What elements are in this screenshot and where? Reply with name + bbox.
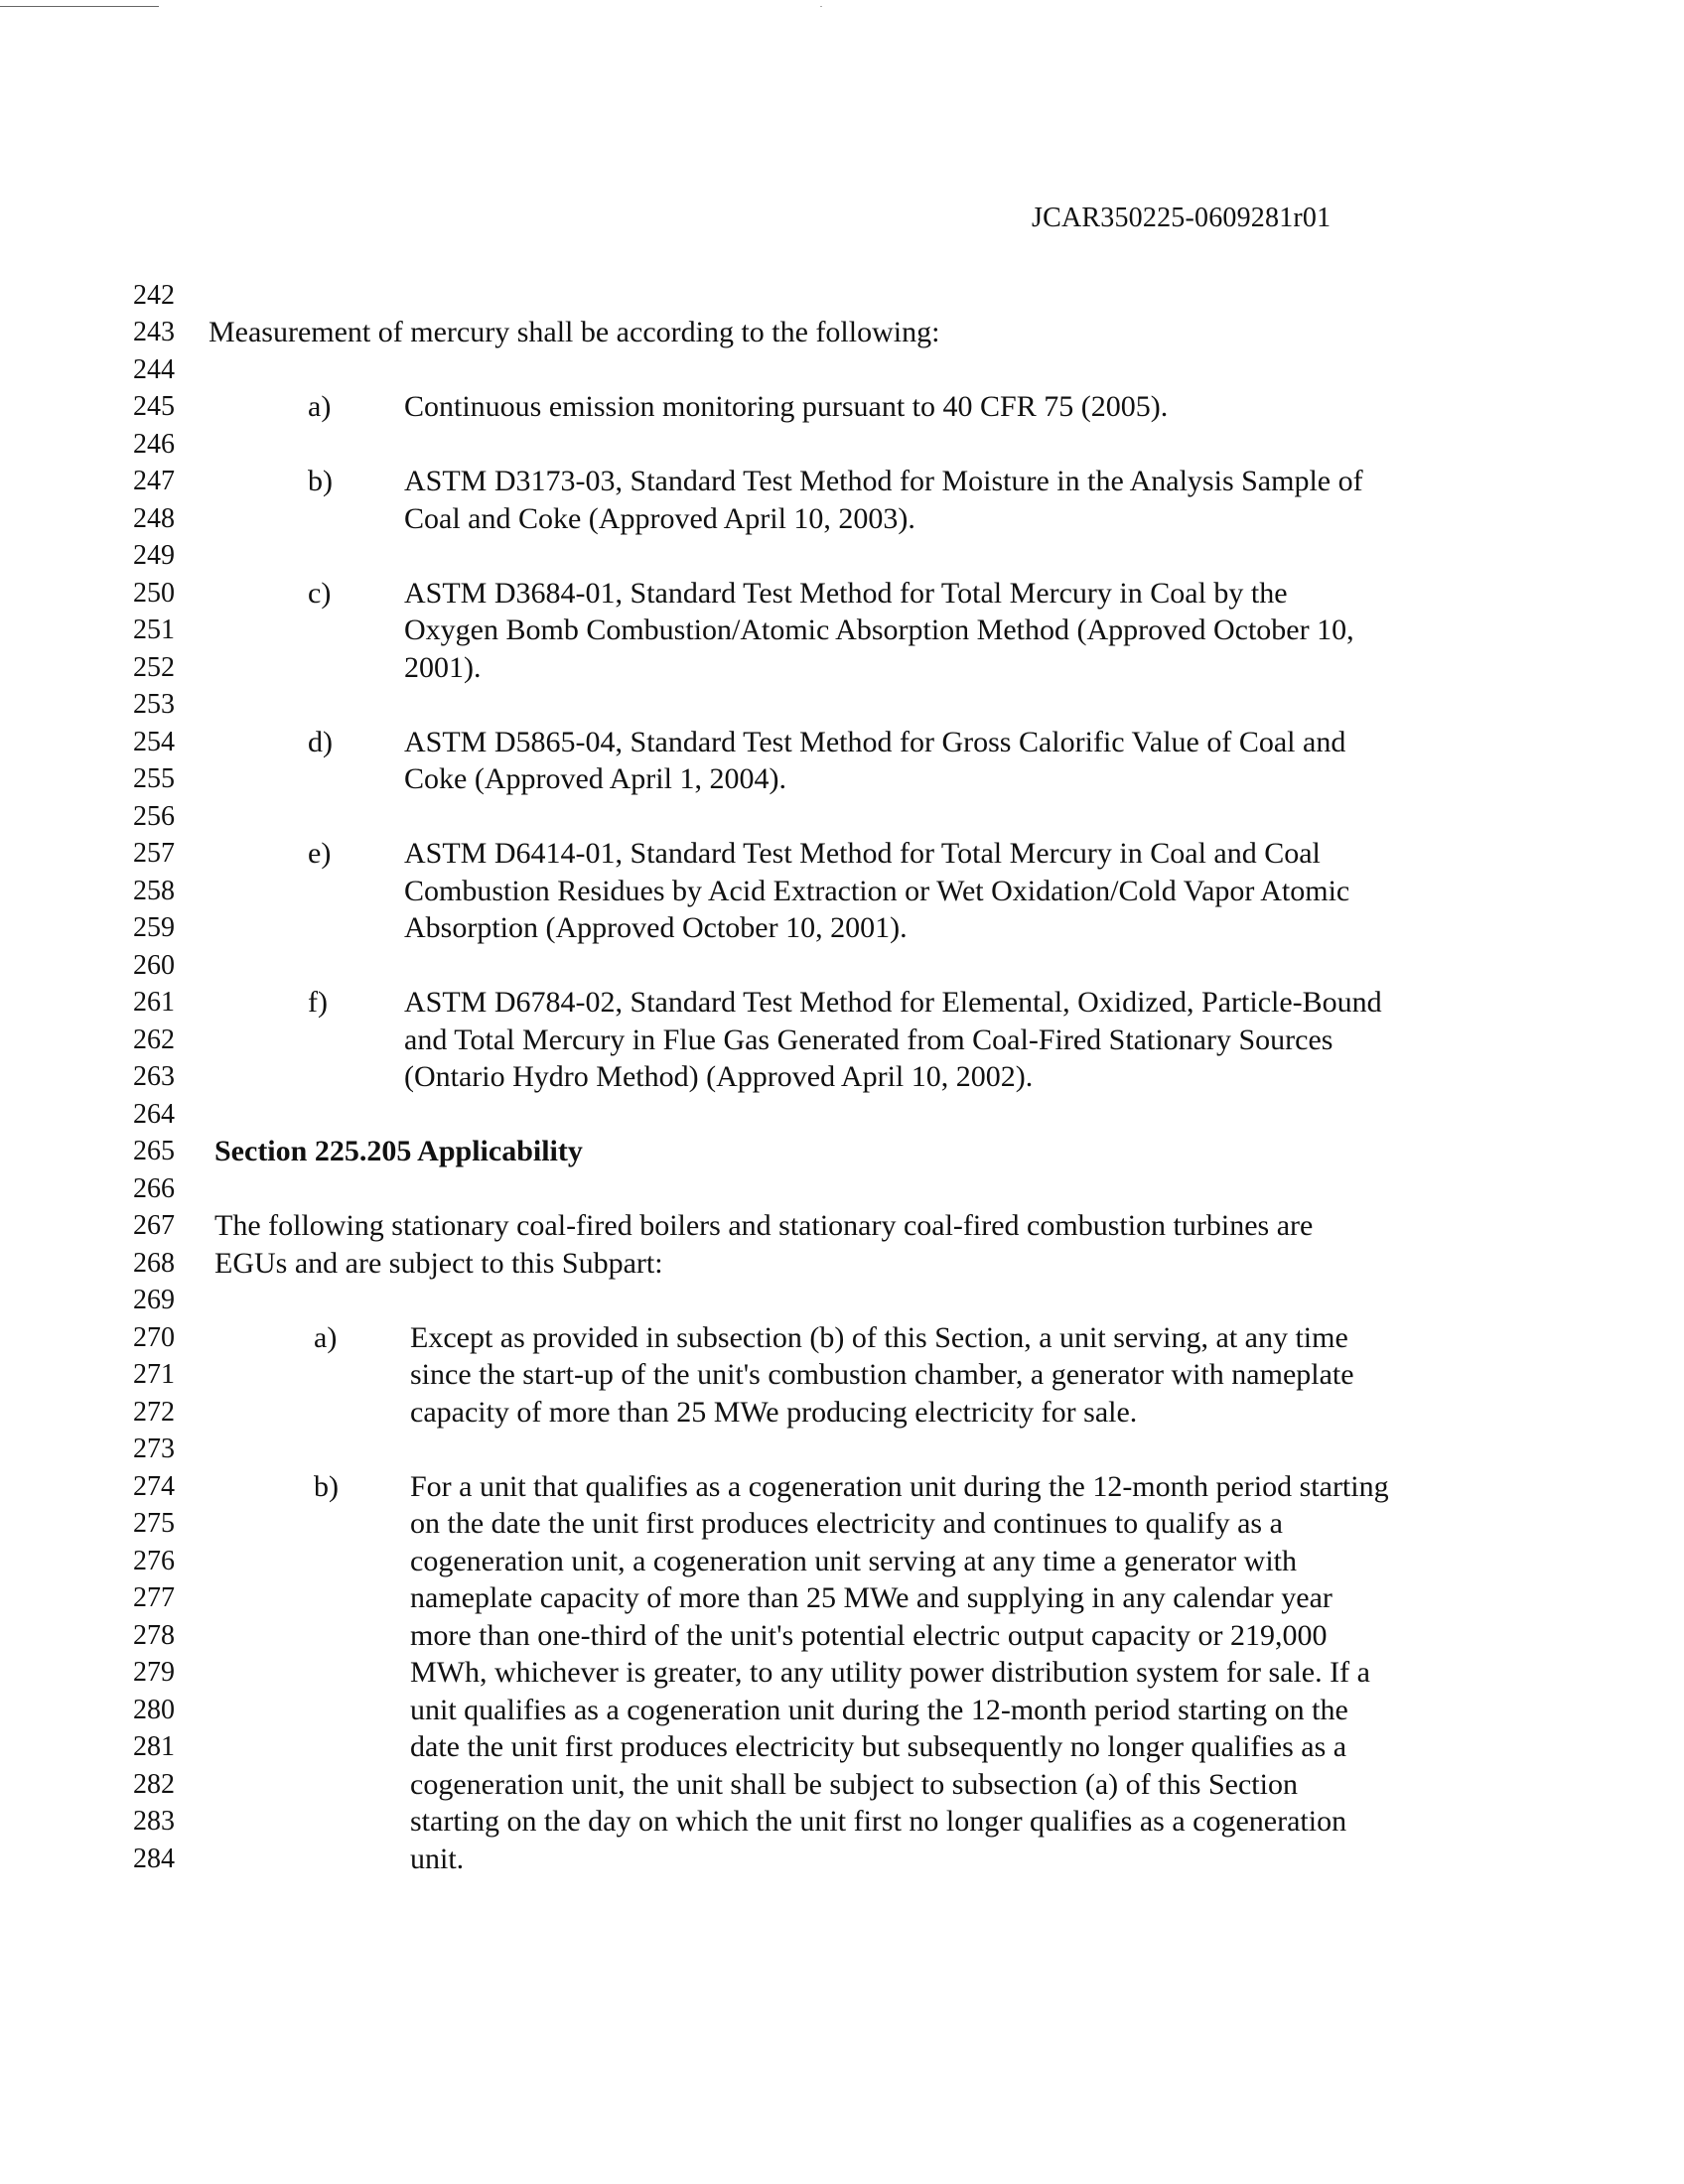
- section-item-text: on the date the unit first produces electricity and continues to qualify as a: [410, 1507, 1283, 1540]
- line-number: 276: [133, 1546, 175, 1576]
- line-number: 242: [133, 280, 175, 311]
- line-number: 245: [133, 391, 175, 422]
- intro-text: Measurement of mercury shall be according to the following:: [209, 316, 940, 348]
- line-number: 252: [133, 652, 175, 683]
- line-number: 256: [133, 801, 175, 832]
- item-text: ASTM D5865-04, Standard Test Method for Gross Calorific Value of Coal and: [404, 726, 1346, 758]
- item-text: Coke (Approved April 1, 2004).: [404, 762, 786, 795]
- item-text: (Ontario Hydro Method) (Approved April 10, 2002).: [404, 1060, 1034, 1093]
- line-number: 270: [133, 1322, 175, 1353]
- line-number: 283: [133, 1806, 175, 1837]
- section-item-text: starting on the day on which the unit first no longer qualifies as a cogeneration: [410, 1805, 1347, 1838]
- item-text: ASTM D6784-02, Standard Test Method for Elemental, Oxidized, Particle-Bound: [404, 986, 1382, 1019]
- line-number: 254: [133, 727, 175, 757]
- line-number: 266: [133, 1173, 175, 1204]
- line-number: 265: [133, 1136, 175, 1166]
- line-number: 261: [133, 987, 175, 1018]
- line-number: 259: [133, 912, 175, 943]
- line-number: 248: [133, 503, 175, 534]
- line-number: 275: [133, 1508, 175, 1539]
- scan-edge-rule: [0, 6, 159, 7]
- line-number: 255: [133, 763, 175, 794]
- section-item-label: a): [314, 1321, 338, 1354]
- item-text: Coal and Coke (Approved April 10, 2003).: [404, 502, 915, 535]
- document-id: JCAR350225-0609281r01: [1032, 203, 1332, 233]
- section-item-text: more than one-third of the unit's potential electric output capacity or 219,000: [410, 1619, 1328, 1652]
- line-number: 284: [133, 1843, 175, 1874]
- section-item-text: date the unit first produces electricity but subsequently no longer qualifies as a: [410, 1730, 1347, 1763]
- section-item-label: b): [314, 1470, 339, 1503]
- line-number: 243: [133, 317, 175, 347]
- line-number: 277: [133, 1582, 175, 1613]
- item-text: Absorption (Approved October 10, 2001).: [404, 911, 908, 944]
- line-number: 258: [133, 876, 175, 906]
- line-number: 271: [133, 1359, 175, 1390]
- line-number: 251: [133, 614, 175, 645]
- item-text: ASTM D3684-01, Standard Test Method for Total Mercury in Coal by the: [404, 577, 1288, 610]
- section-intro-text: The following stationary coal-fired boilers and stationary coal-fired combustion turbines are: [214, 1209, 1314, 1242]
- line-number: 282: [133, 1769, 175, 1800]
- item-text: 2001).: [404, 651, 482, 684]
- line-number: 264: [133, 1099, 175, 1130]
- line-number: 246: [133, 429, 175, 460]
- section-item-text: MWh, whichever is greater, to any utility power distribution system for sale. If a: [410, 1656, 1370, 1689]
- line-number: 280: [133, 1695, 175, 1725]
- scan-speck: [820, 6, 822, 7]
- section-item-text: For a unit that qualifies as a cogeneration unit during the 12-month period starting: [410, 1470, 1389, 1503]
- section-item-text: cogeneration unit, a cogeneration unit serving at any time a generator with: [410, 1545, 1298, 1577]
- line-number: 281: [133, 1731, 175, 1762]
- section-item-text: unit.: [410, 1843, 465, 1875]
- item-label: f): [308, 986, 328, 1019]
- line-number: 279: [133, 1657, 175, 1688]
- item-text: Combustion Residues by Acid Extraction or Wet Oxidation/Cold Vapor Atomic: [404, 875, 1350, 907]
- item-text: Continuous emission monitoring pursuant to 40 CFR 75 (2005).: [404, 390, 1169, 423]
- line-number: 250: [133, 578, 175, 609]
- item-label: d): [308, 726, 333, 758]
- line-number: 262: [133, 1024, 175, 1055]
- item-label: a): [308, 390, 332, 423]
- section-item-text: nameplate capacity of more than 25 MWe and supplying in any calendar year: [410, 1581, 1333, 1614]
- item-text: ASTM D3173-03, Standard Test Method for Moisture in the Analysis Sample of: [404, 465, 1363, 497]
- line-number: 278: [133, 1620, 175, 1651]
- line-number: 260: [133, 950, 175, 981]
- line-number: 267: [133, 1210, 175, 1241]
- line-number: 244: [133, 354, 175, 385]
- section-item-text: Except as provided in subsection (b) of this Section, a unit serving, at any time: [410, 1321, 1348, 1354]
- item-text: Oxygen Bomb Combustion/Atomic Absorption Method (Approved October 10,: [404, 614, 1354, 646]
- line-number: 268: [133, 1248, 175, 1279]
- item-label: b): [308, 465, 333, 497]
- section-item-text: since the start-up of the unit's combustion chamber, a generator with nameplate: [410, 1358, 1354, 1391]
- item-label: c): [308, 577, 332, 610]
- item-text: and Total Mercury in Flue Gas Generated from Coal-Fired Stationary Sources: [404, 1024, 1333, 1056]
- line-number: 263: [133, 1061, 175, 1092]
- section-item-text: capacity of more than 25 MWe producing electricity for sale.: [410, 1396, 1138, 1429]
- section-item-text: unit qualifies as a cogeneration unit during the 12-month period starting on the: [410, 1694, 1348, 1726]
- line-number: 247: [133, 466, 175, 496]
- item-label: e): [308, 837, 332, 870]
- line-number: 274: [133, 1471, 175, 1502]
- section-item-text: cogeneration unit, the unit shall be subject to subsection (a) of this Section: [410, 1768, 1298, 1801]
- line-number: 253: [133, 689, 175, 720]
- line-number: 269: [133, 1285, 175, 1315]
- section-intro-text: EGUs and are subject to this Subpart:: [214, 1247, 663, 1280]
- section-heading: Section 225.205 Applicability: [214, 1135, 583, 1167]
- line-number: 273: [133, 1433, 175, 1464]
- line-number: 272: [133, 1397, 175, 1428]
- item-text: ASTM D6414-01, Standard Test Method for Total Mercury in Coal and Coal: [404, 837, 1321, 870]
- line-number: 257: [133, 838, 175, 869]
- line-number: 249: [133, 540, 175, 571]
